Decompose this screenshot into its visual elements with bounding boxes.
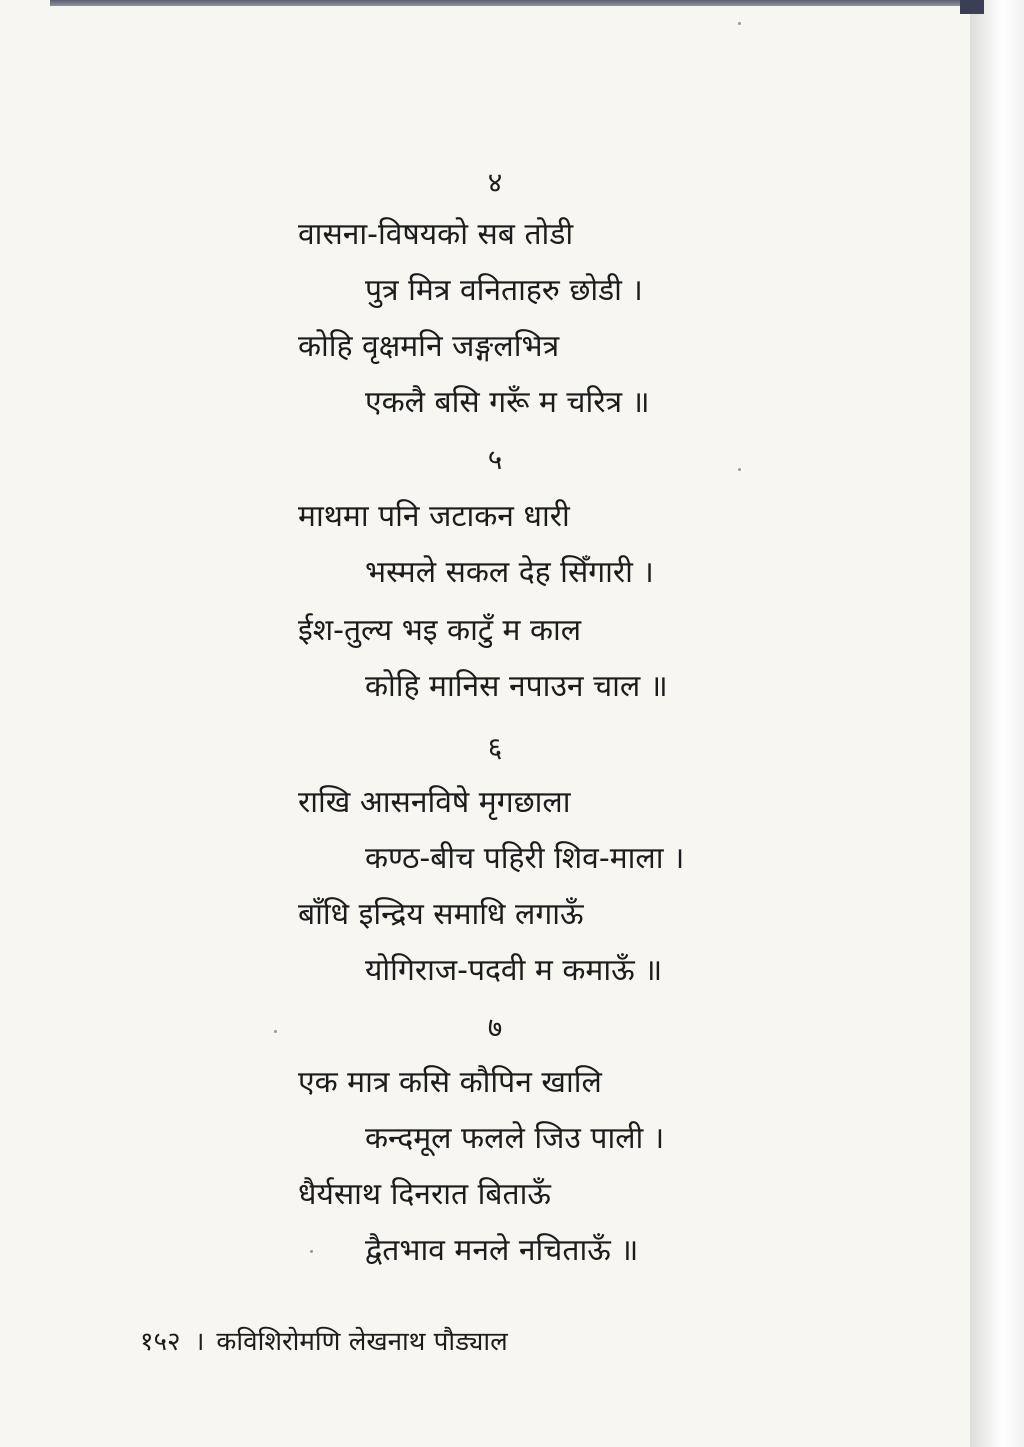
- paper-speck: [738, 468, 741, 471]
- verse-line: माथमा पनि जटाकन धारी: [298, 499, 570, 534]
- verse-line: एकलै बसि गरूँ म चरित्र ॥: [365, 385, 650, 420]
- book-title: कविशिरोमणि लेखनाथ पौड्याल: [216, 1327, 508, 1357]
- verse-line: पुत्र मित्र वनिताहरु छोडी ।: [365, 273, 643, 308]
- verse-line: कन्दमूल फलले जिउ पाली ।: [365, 1121, 665, 1156]
- verse-line: ईश-तुल्य भइ काटुँ म काल: [298, 613, 582, 648]
- verse-line: कण्ठ-बीच पहिरी शिव-माला ।: [365, 841, 685, 876]
- verse-line: कोहि वृक्षमनि जङ्गलभित्र: [298, 329, 560, 364]
- footer-separator: ।: [194, 1327, 205, 1357]
- paper-speck: [274, 1030, 277, 1033]
- stanza-number: ६: [487, 731, 503, 764]
- page-right-edge: [970, 0, 1024, 1447]
- paper-speck: [738, 22, 741, 25]
- stanza-number: ४: [487, 166, 503, 199]
- verse-line: भस्मले सकल देह सिँगारी ।: [365, 555, 654, 590]
- verse-line: द्वैतभाव मनले नचिताऊँ ॥: [365, 1233, 639, 1268]
- stanza-number: ५: [487, 443, 503, 476]
- verse-line: एक मात्र कसि कौपिन खालि: [298, 1065, 602, 1100]
- page-number: १५२: [140, 1327, 181, 1357]
- verse-line: योगिराज-पदवी म कमाऊँ ॥: [365, 953, 663, 988]
- verse-line: राखि आसनविषे मृगछाला: [298, 785, 571, 820]
- verse-line: धैर्यसाथ दिनरात बिताऊँ: [298, 1177, 551, 1212]
- verse-line: बाँधि इन्द्रिय समाधि लगाऊँ: [298, 897, 584, 932]
- verse-line: कोहि मानिस नपाउन चाल ॥: [365, 669, 668, 704]
- stanza-number: ७: [487, 1011, 503, 1044]
- verse-line: वासना-विषयको सब तोडी: [298, 217, 574, 252]
- paper-speck: [310, 1250, 313, 1253]
- cover-corner: [960, 0, 984, 14]
- page-footer: [140, 1322, 508, 1358]
- page-top-edge: [50, 0, 970, 6]
